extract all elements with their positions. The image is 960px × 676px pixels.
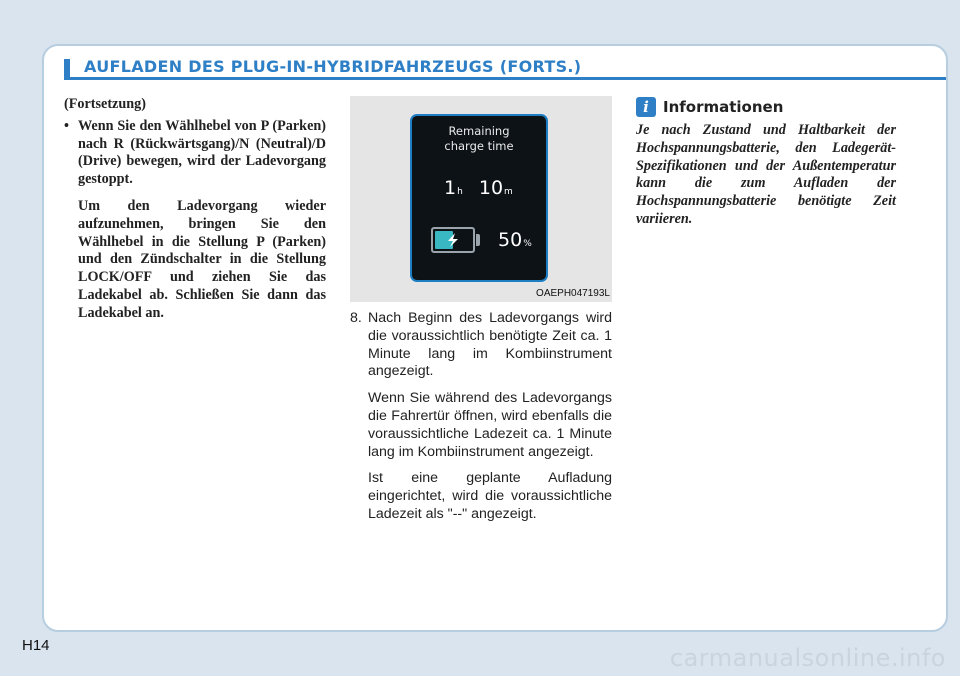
display-label-line1: Remaining	[448, 124, 510, 138]
bullet-followup-text: Um den Ladevorgang wieder aufzunehmen, bringen Sie den Wählhebel in die Stellung P (Parken) und den Zündschalter in die Stellung LOCK/OFF und ziehen Sie das Ladekabel ab. Schließen Sie dann das Ladekabel an.	[78, 197, 326, 321]
display-label-line2: charge time	[444, 139, 514, 153]
minutes-value: 10	[478, 177, 504, 199]
percent-unit: %	[523, 239, 532, 249]
remaining-time	[444, 177, 513, 199]
step-number: 8.	[350, 310, 362, 326]
info-icon: i	[636, 97, 656, 117]
header-accent-bar	[64, 59, 70, 80]
bullet-text: Wenn Sie den Wählhebel von P (Parken) nach R (Rückwärtsgang)/N (Neutral)/D (Drive) bewegen, wird der Ladevorgang gestoppt.	[78, 117, 326, 188]
step-paragraph-3: Ist eine geplante Aufladung eingerichtet, wird die voraussichtliche Ladezeit als "--" angezeigt.	[368, 470, 612, 522]
middle-column	[350, 310, 612, 524]
percent-value: 50	[498, 229, 523, 251]
bullet-mark: •	[64, 117, 69, 134]
info-text: Je nach Zustand und Haltbarkeit der Hochspannungsbatterie, den Ladegerät-Spezifikationen und der Außentemperatur kann die zum Aufladen der Hochspannungsbatterie benötigte Zeit variieren.	[636, 122, 896, 227]
watermark: carmanualsonline.info	[669, 644, 946, 672]
numbered-step	[350, 310, 612, 381]
left-column	[64, 96, 326, 323]
cluster-figure	[350, 96, 612, 302]
step-text: Nach Beginn des Ladevorgangs wird die voraussichtlich benötigte Zeit ca. 1 Minute lang im Kombiinstrument angezeigt.	[368, 310, 612, 380]
battery-icon	[431, 227, 475, 253]
minutes-unit: m	[504, 187, 513, 197]
info-title: Informationen	[663, 98, 784, 116]
figure-code: OAEPH047193L	[536, 288, 610, 299]
step-paragraph-2: Wenn Sie während des Ladevorgangs die Fahrertür öffnen, wird ebenfalls die voraussichtliche Ladezeit ca. 1 Minute lang im Kombiinstrument angezeigt.	[368, 390, 612, 460]
continuation-label: (Fortsetzung)	[64, 96, 146, 112]
page-number: H14	[22, 637, 50, 654]
section-title: AUFLADEN DES PLUG-IN-HYBRIDFAHRZEUGS (FORTS.)	[84, 57, 582, 76]
cluster-display	[410, 114, 548, 282]
hours-unit: h	[457, 187, 463, 197]
hours-value: 1	[444, 177, 457, 199]
battery-tip	[476, 234, 480, 246]
charging-bolt-icon	[433, 229, 473, 251]
battery-percentage	[498, 229, 532, 251]
bullet-item	[64, 118, 326, 189]
